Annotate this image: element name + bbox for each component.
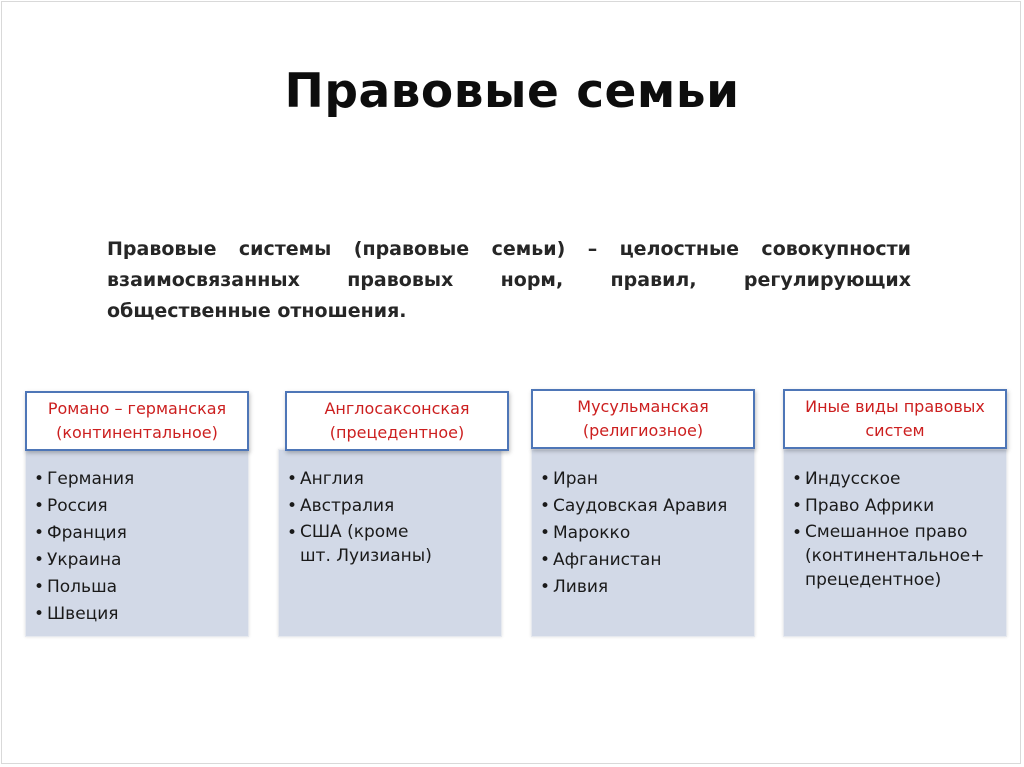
list-item: • Афганистан [540,547,748,574]
list-item: • Польша [34,574,242,601]
list-item: • Россия [34,493,242,520]
family-card-body [531,449,755,637]
list-item: • Англия [287,466,495,493]
family-card-body [278,449,502,637]
family-items-list [34,466,242,628]
list-item: • США (кроме шт. Луизианы) [287,520,495,570]
list-item: • Саудовская Аравия [540,493,748,520]
family-items-list [792,466,1000,594]
family-card-body [25,449,249,637]
definition-text: Правовые системы (правовые семьи) – целостные совокупности взаимосвязанных правовых норм, правил, регулирующих общественные отношения. [107,238,911,322]
list-item: • Германия [34,466,242,493]
list-item: • Швеция [34,601,242,628]
slide-title: Правовые семьи [284,64,740,119]
family-header: Мусульманская (религиозное) [531,389,755,449]
family-card-body [783,449,1007,637]
list-item: • Франция [34,520,242,547]
family-items-list [287,466,495,570]
family-header: Романо – германская (континентальное) [25,391,249,451]
list-item: • Смешанное право (континентальное+ прецедентное) [792,520,1000,594]
family-header: Англосаксонская (прецедентное) [285,391,509,451]
list-item: • Ливия [540,574,748,601]
list-item: • Иран [540,466,748,493]
list-item: • Австралия [287,493,495,520]
list-item: • Индусское [792,466,1000,493]
family-header: Иные виды правовых систем [783,389,1007,449]
list-item: • Марокко [540,520,748,547]
list-item: • Право Африки [792,493,1000,520]
list-item: • Украина [34,547,242,574]
family-items-list [540,466,748,601]
